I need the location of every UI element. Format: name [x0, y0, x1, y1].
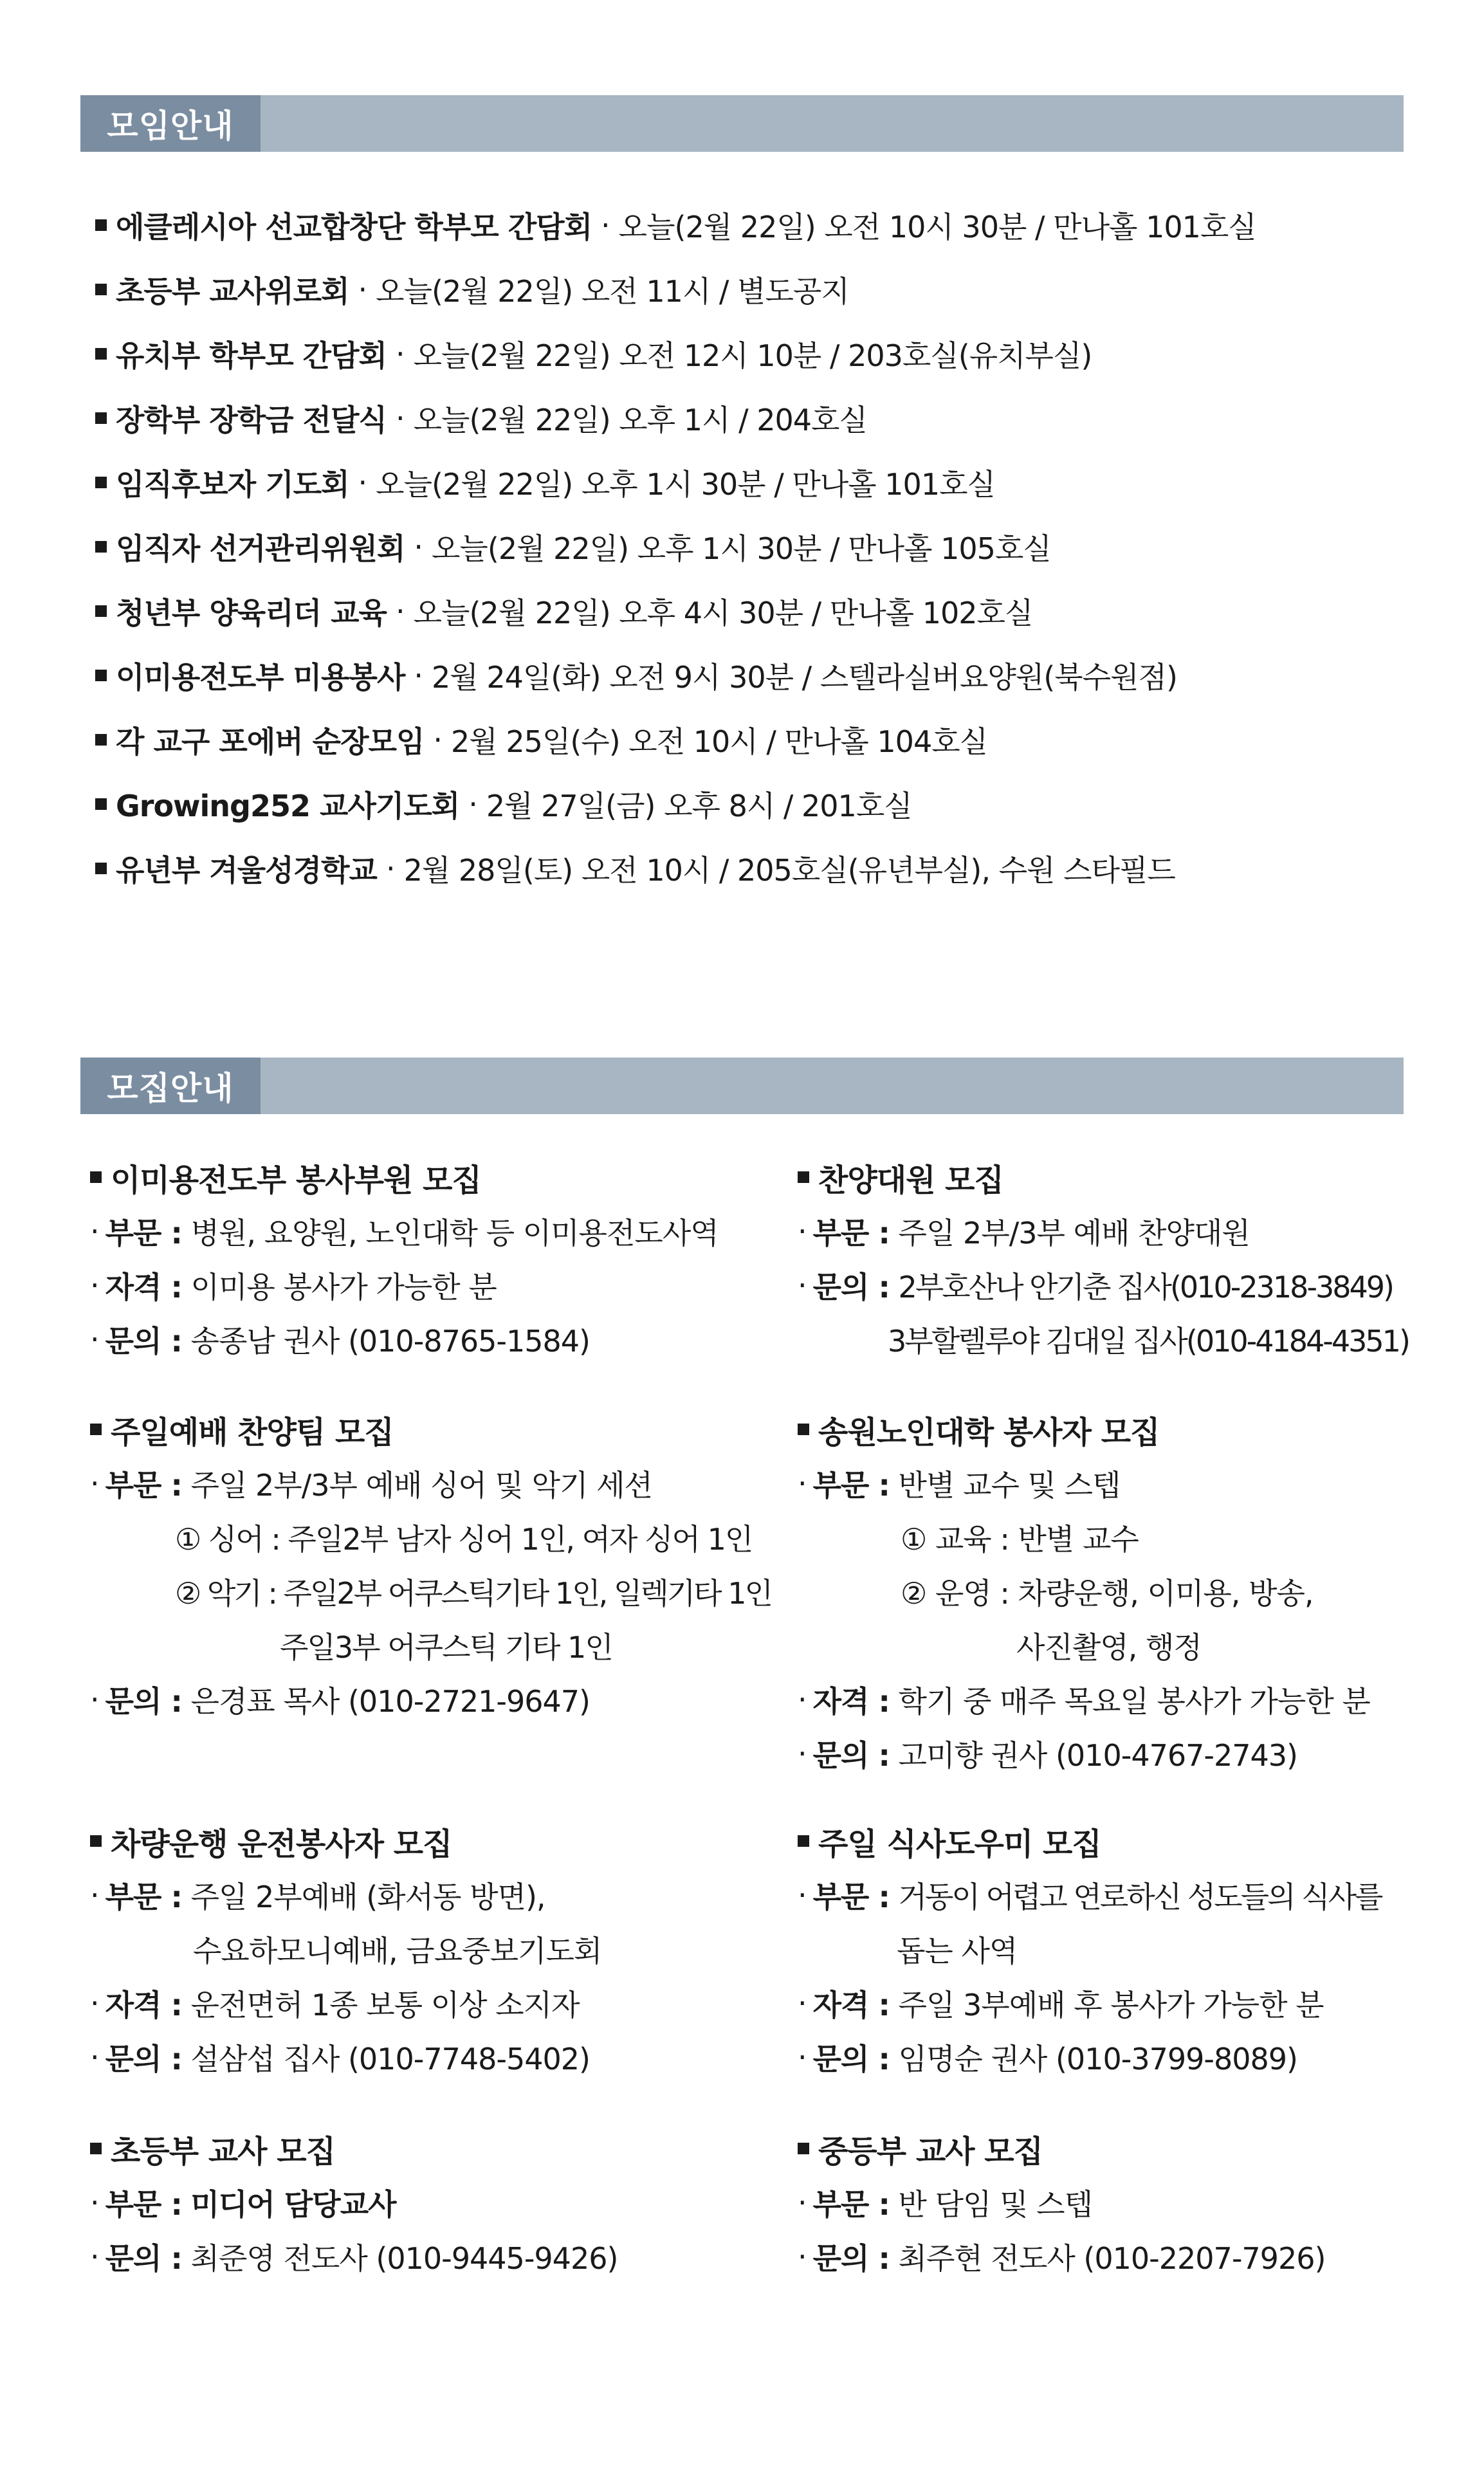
- recruit-worship: [90, 1402, 771, 1727]
- recruit-title-text: 송원노인대학 봉사자 모집: [818, 1414, 1160, 1451]
- dot: ·: [798, 1268, 807, 1303]
- bullet-square-icon: [95, 734, 107, 746]
- recruit-line: [798, 1727, 1370, 1781]
- meeting-detail: 오늘(2월 22일) 오후 1시 30분 / 만나홀 105호실: [432, 531, 1051, 566]
- bullet-square-icon: [95, 219, 107, 231]
- value-division: 미디어 담당교사: [190, 2187, 396, 2222]
- meeting-name: 이미용전도부 미용봉사: [116, 660, 405, 695]
- meeting-item: [95, 836, 1414, 901]
- recruit-middle: [798, 2121, 1325, 2284]
- separator: ·: [358, 465, 367, 500]
- recruit-line: [90, 1672, 771, 1727]
- meeting-item: [95, 193, 1414, 257]
- meetings-list: [95, 193, 1414, 901]
- recruit-line: [90, 1258, 719, 1312]
- recruit-title-text: 찬양대원 모집: [818, 1162, 1003, 1198]
- value-division: 주일 2부/3부 예배 싱어 및 악기 세션: [190, 1468, 652, 1503]
- recruit-title: [90, 1402, 771, 1456]
- meeting-item: [95, 450, 1414, 515]
- meetings-header: 모임안내: [80, 95, 261, 152]
- recruit-title: [90, 1150, 719, 1204]
- value-division: 병원, 요양원, 노인대학 등 이미용전도사역: [190, 1216, 719, 1251]
- meeting-name: 장학부 장학금 전달식: [116, 403, 387, 437]
- recruit-line: [90, 2176, 618, 2230]
- recruit-line: [90, 1456, 771, 1510]
- dot: ·: [798, 2040, 807, 2075]
- recruit-subline: [798, 1564, 1370, 1618]
- label-qualification: 자격 :: [105, 1270, 182, 1305]
- recruit-title-text: 주일예배 찬양팀 모집: [111, 1414, 394, 1451]
- meeting-detail: 오늘(2월 22일) 오후 4시 30분 / 만나홀 102호실: [413, 596, 1033, 630]
- label-division: 부문 :: [105, 1468, 182, 1503]
- label-qualification: 자격 :: [812, 1684, 890, 1719]
- recruit-title: [90, 2121, 618, 2176]
- value-contact-continued: 3부할렐루야 김대일 집사(010-4184-4351): [888, 1324, 1409, 1359]
- meeting-item: [95, 643, 1414, 708]
- meeting-item: [95, 386, 1414, 450]
- recruit-title-text: 주일 식사도우미 모집: [818, 1826, 1101, 1862]
- recruit-line-continued: [90, 1922, 601, 1976]
- recruit-subline-continued: [90, 1618, 771, 1672]
- recruit-subline: [90, 1510, 771, 1564]
- meeting-name: 에클레시아 선교합창단 학부모 간담회: [116, 210, 592, 244]
- label-qualification: 자격 :: [105, 1988, 182, 2022]
- separator: ·: [601, 208, 610, 243]
- value-sub-operation-continued: 사진촬영, 행정: [1016, 1630, 1202, 1665]
- label-qualification: 자격 :: [812, 1988, 890, 2022]
- value-division-continued: 수요하모니예배, 금요중보기도회: [193, 1934, 602, 1968]
- meeting-detail: 오늘(2월 22일) 오후 1시 30분 / 만나홀 101호실: [376, 467, 995, 502]
- bullet-square-icon: [90, 1171, 102, 1183]
- meeting-name: 각 교구 포에버 순장모임: [116, 724, 425, 759]
- label-division: 부문 :: [812, 1880, 890, 1914]
- bullet-square-icon: [798, 1835, 809, 1847]
- recruitment-header: 모집안내: [80, 1058, 261, 1114]
- recruit-title: [798, 1814, 1381, 1868]
- value-division: 주일 2부/3부 예배 찬양대원: [898, 1216, 1250, 1251]
- label-division: 부문 :: [812, 2187, 890, 2222]
- bullet-square-icon: [95, 863, 107, 874]
- bullet-square-icon: [798, 1171, 809, 1183]
- recruit-title: [798, 1150, 1409, 1204]
- recruit-title-text: 이미용전도부 봉사부원 모집: [111, 1162, 481, 1198]
- recruit-subline-continued: [798, 1618, 1370, 1672]
- separator: ·: [395, 594, 405, 628]
- meeting-detail: 오늘(2월 22일) 오전 12시 10분 / 203호실(유치부실): [413, 338, 1092, 373]
- meetings-header-bar: [80, 95, 1404, 152]
- value-qualification: 학기 중 매주 목요일 봉사가 가능한 분: [898, 1684, 1370, 1719]
- value-division: 반별 교수 및 스텝: [898, 1468, 1121, 1503]
- recruit-subline: [90, 1564, 771, 1618]
- recruit-line: [798, 1204, 1409, 1258]
- recruit-meal: [798, 1814, 1381, 2084]
- value-contact: 임명순 권사 (010-3799-8089): [898, 2042, 1297, 2076]
- label-contact: 문의 :: [105, 1684, 182, 1719]
- value-contact: 최주현 전도사 (010-2207-7926): [898, 2241, 1326, 2276]
- separator: ·: [358, 272, 367, 307]
- recruit-line-continued: [798, 1312, 1409, 1366]
- label-contact: 문의 :: [812, 2042, 890, 2076]
- value-sub-singer: ① 싱어 : 주일2부 남자 싱어 1인, 여자 싱어 1인: [175, 1522, 753, 1557]
- value-division: 거동이 어렵고 연로하신 성도들의 식사를: [898, 1880, 1382, 1914]
- recruit-line: [798, 1258, 1409, 1312]
- dot: ·: [90, 1322, 99, 1357]
- bullet-square-icon: [95, 670, 107, 681]
- dot: ·: [798, 1878, 807, 1912]
- meeting-item: [95, 708, 1414, 772]
- separator: ·: [385, 851, 395, 886]
- recruit-title-text: 중등부 교사 모집: [818, 2133, 1043, 2170]
- bullet-square-icon: [90, 1424, 102, 1435]
- dot: ·: [798, 1214, 807, 1249]
- recruit-line: [90, 1868, 601, 1922]
- separator: ·: [433, 722, 443, 757]
- label-contact: 문의 :: [105, 2241, 182, 2276]
- value-sub-instrument: ② 악기 : 주일2부 어쿠스틱기타 1인, 일렉기타 1인: [175, 1576, 771, 1611]
- bullet-square-icon: [95, 605, 107, 617]
- bullet-square-icon: [95, 477, 107, 488]
- value-qualification: 운전면허 1종 보통 이상 소지자: [190, 1988, 580, 2022]
- label-contact: 문의 :: [105, 1324, 182, 1359]
- bullet-square-icon: [90, 1835, 102, 1847]
- label-contact: 문의 :: [105, 2042, 182, 2076]
- value-sub-operation: ② 운영 : 차량운행, 이미용, 방송,: [901, 1576, 1314, 1611]
- meeting-item: [95, 772, 1414, 836]
- value-contact: 2부호산나 안기춘 집사(010-2318-3849): [898, 1270, 1393, 1305]
- value-sub-education: ① 교육 : 반별 교수: [901, 1522, 1139, 1557]
- label-division: 부문 :: [105, 1880, 182, 1914]
- dot: ·: [798, 1466, 807, 1501]
- recruit-choir: [798, 1150, 1409, 1366]
- separator: ·: [414, 529, 423, 564]
- meeting-item: [95, 515, 1414, 579]
- value-contact: 설삼섭 집사 (010-7748-5402): [190, 2042, 590, 2076]
- label-division: 부문 :: [105, 2187, 182, 2222]
- bullet-square-icon: [798, 1424, 809, 1435]
- value-contact: 고미향 권사 (010-4767-2743): [898, 1738, 1297, 1773]
- recruit-beauty: [90, 1150, 719, 1366]
- dot: ·: [90, 2185, 99, 2220]
- dot: ·: [90, 1466, 99, 1501]
- bullet-square-icon: [95, 284, 107, 295]
- label-contact: 문의 :: [812, 2241, 890, 2276]
- separator: ·: [468, 787, 477, 821]
- recruit-line: [90, 2030, 601, 2084]
- recruit-line: [798, 2030, 1381, 2084]
- recruit-line: [798, 1976, 1381, 2030]
- recruit-title: [798, 2121, 1325, 2176]
- value-contact: 은경표 목사 (010-2721-9647): [190, 1684, 590, 1719]
- dot: ·: [90, 2040, 99, 2075]
- recruit-title: [798, 1402, 1370, 1456]
- recruit-line-continued: [798, 1922, 1381, 1976]
- dot: ·: [90, 1986, 99, 2020]
- separator: ·: [395, 401, 405, 435]
- meeting-name: 유년부 겨울성경학교: [116, 853, 377, 888]
- value-qualification: 이미용 봉사가 가능한 분: [190, 1270, 497, 1305]
- value-contact: 최준영 전도사 (010-9445-9426): [190, 2241, 618, 2276]
- label-contact: 문의 :: [812, 1270, 890, 1305]
- recruit-line: [90, 1976, 601, 2030]
- recruit-line: [90, 1312, 719, 1366]
- bullet-square-icon: [95, 348, 107, 360]
- meeting-name: 임직후보자 기도회: [116, 467, 349, 502]
- dot: ·: [798, 1986, 807, 2020]
- value-contact: 송종남 권사 (010-8765-1584): [190, 1324, 590, 1359]
- label-contact: 문의 :: [812, 1738, 890, 1773]
- meeting-item: [95, 322, 1414, 386]
- label-division: 부문 :: [812, 1216, 890, 1251]
- recruit-title: [90, 1814, 601, 1868]
- label-division: 부문 :: [812, 1468, 890, 1503]
- recruit-line: [90, 2230, 618, 2284]
- meeting-detail: 2월 27일(금) 오후 8시 / 201호실: [486, 789, 912, 823]
- dot: ·: [798, 2185, 807, 2220]
- recruit-senior: [798, 1402, 1370, 1781]
- recruit-line: [798, 1868, 1381, 1922]
- meeting-name: 유치부 학부모 간담회: [116, 338, 387, 373]
- dot: ·: [798, 2239, 807, 2274]
- recruit-line: [798, 2176, 1325, 2230]
- recruit-line: [798, 2230, 1325, 2284]
- bullet-square-icon: [95, 412, 107, 424]
- meeting-detail: 2월 24일(화) 오전 9시 30분 / 스텔라실버요양원(북수원점): [432, 660, 1177, 695]
- meeting-item: [95, 257, 1414, 322]
- value-division: 주일 2부예배 (화서동 방면),: [190, 1880, 545, 1914]
- dot: ·: [90, 2239, 99, 2274]
- meeting-detail: 오늘(2월 22일) 오전 10시 30분 / 만나홀 101호실: [618, 210, 1256, 244]
- recruitment-header-bar: [80, 1058, 1404, 1114]
- meeting-detail: 오늘(2월 22일) 오전 11시 / 별도공지: [376, 274, 849, 309]
- meeting-name: 초등부 교사위로회: [116, 274, 349, 309]
- bullet-square-icon: [798, 2143, 809, 2154]
- bullet-square-icon: [95, 798, 107, 810]
- dot: ·: [90, 1214, 99, 1249]
- meeting-name: 청년부 양육리더 교육: [116, 596, 387, 630]
- bullet-square-icon: [95, 541, 107, 553]
- meeting-detail: 2월 25일(수) 오전 10시 / 만나홀 104호실: [451, 724, 988, 759]
- meeting-name: Growing252 교사기도회: [116, 789, 460, 823]
- recruit-title-text: 차량운행 운전봉사자 모집: [111, 1826, 452, 1862]
- separator: ·: [395, 336, 405, 371]
- recruit-line: [798, 1672, 1370, 1727]
- recruit-driver: [90, 1814, 601, 2084]
- value-division: 반 담임 및 스텝: [898, 2187, 1093, 2222]
- recruit-title-text: 초등부 교사 모집: [111, 2133, 335, 2170]
- meeting-item: [95, 579, 1414, 643]
- meeting-detail: 2월 28일(토) 오전 10시 / 205호실(유년부실), 수원 스타필드: [403, 853, 1175, 888]
- value-division-continued: 돕는 사역: [897, 1934, 1018, 1968]
- dot: ·: [90, 1682, 99, 1717]
- separator: ·: [414, 658, 423, 693]
- value-qualification: 주일 3부예배 후 봉사가 가능한 분: [898, 1988, 1324, 2022]
- recruit-subline: [798, 1510, 1370, 1564]
- dot: ·: [798, 1736, 807, 1771]
- dot: ·: [798, 1682, 807, 1717]
- meeting-detail: 오늘(2월 22일) 오후 1시 / 204호실: [413, 403, 867, 437]
- dot: ·: [90, 1878, 99, 1912]
- dot: ·: [90, 1268, 99, 1303]
- recruit-line: [90, 1204, 719, 1258]
- recruit-line: [798, 1456, 1370, 1510]
- meeting-name: 임직자 선거관리위원회: [116, 531, 405, 566]
- value-sub-instrument-continued: 주일3부 어쿠스틱 기타 1인: [280, 1630, 612, 1665]
- recruit-elementary: [90, 2121, 618, 2284]
- bullet-square-icon: [90, 2143, 102, 2154]
- label-division: 부문 :: [105, 1216, 182, 1251]
